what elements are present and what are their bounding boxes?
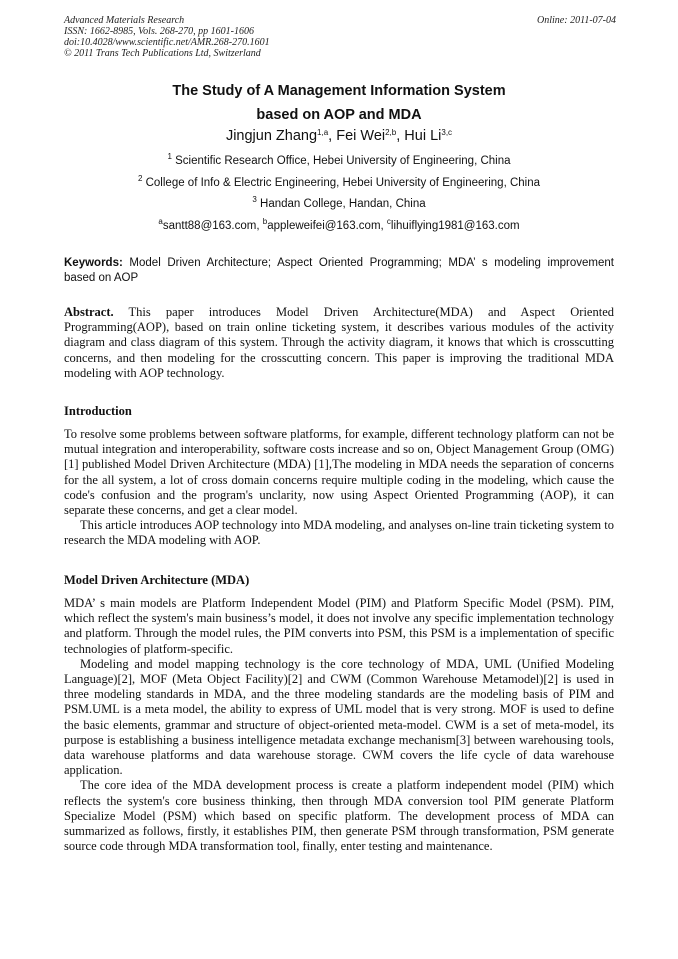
paragraph: This article introduces AOP technology into MDA modeling, and analyses on-line train ticketing system to research the MDA modeling with AOP.	[64, 518, 614, 548]
affiliation-text: Scientific Research Office, Hebei University of Engineering, China	[175, 155, 511, 167]
abstract	[64, 305, 614, 381]
affiliation-mark: 1	[167, 152, 172, 161]
paper-title-line-2: based on AOP and MDA	[256, 107, 422, 123]
author-name: Hui Li	[404, 128, 442, 144]
journal-name: Advanced Materials Research	[64, 15, 185, 26]
paragraph: MDA’ s main models are Platform Independent Model (PIM) and Platform Specific Model (PSM). PIM, which reflect the system's main business’s model, it does not involve any specific implementation technology and platform. Through the model rules, the PIM converts into PSM, this PSM is a implementation of specific technologies of platform-specific.	[64, 596, 614, 656]
author-list	[64, 128, 614, 144]
keywords-text: Model Driven Architecture; Aspect Oriented Programming; MDA’ s modeling improvement based on AOP	[64, 257, 614, 284]
email-address: santt88@163.com	[162, 220, 257, 232]
affiliation	[64, 195, 614, 210]
section-introduction	[64, 427, 614, 549]
journal-issn: ISSN: 1662-8985, Vols. 268-270, pp 1601-1606	[64, 26, 254, 37]
email-address: appleweifei@163.com	[267, 220, 381, 232]
author-affiliation-mark: 1,a	[317, 128, 329, 137]
abstract-label: Abstract.	[64, 305, 114, 319]
paper-title-line-1: The Study of A Management Information System	[172, 83, 506, 99]
author-affiliation-mark: 3,c	[441, 128, 453, 137]
author-name: Fei Wei	[336, 128, 386, 144]
affiliation-text: Handan College, Handan, China	[260, 198, 426, 210]
section-heading-mda: Model Driven Architecture (MDA)	[64, 573, 250, 587]
affiliation-mark: 3	[252, 195, 257, 204]
keywords	[64, 256, 614, 286]
section-heading-introduction: Introduction	[64, 404, 132, 418]
journal-header	[64, 15, 616, 59]
keywords-label: Keywords:	[64, 257, 123, 269]
affiliation-mark: 2	[137, 174, 143, 183]
abstract-text: This paper introduces Model Driven Architecture(MDA) and Aspect Oriented Programming(AOP), based on train online ticketing system, it describes various modules of the activity diagram and class diagram of this system. Through the activity diagram, it knows that which is crosscutting concerns, and then modeling for the crosscutting concern. This paper is improving the traditional MDA modeling with AOP technology.	[64, 305, 614, 380]
email-list	[64, 217, 614, 232]
journal-copyright: © 2011 Trans Tech Publications Ltd, Switzerland	[64, 48, 261, 59]
affiliation-text: College of Info & Electric Engineering, Hebei University of Engineering, China	[145, 177, 541, 189]
email-mark: c	[386, 217, 391, 226]
affiliation	[64, 152, 614, 167]
paragraph: The core idea of the MDA development process is create a platform independent model (PIM) which reflects the system's core business thinking, then through MDA conversion tool PIM generate Platform Specialize Model (PSM) which based on specific platform. The development process of MDA can summarized as follows, firstly, it establishes PIM, then generate PSM through transformation, PSM generate source code through MDA transformation tool, finally, enter testing and maintenance.	[64, 778, 614, 854]
paragraph: To resolve some problems between software platforms, for example, different technology platform can not be mutual integration and interoperability, software costs increase and so on, Object Management Group (OMG)[1] published Model Driven Architecture (MDA) [1],The modeling in MDA needs the separation of concerns for the all system, a lot of cross domain concerns require multiple coding in the modeling, which cause the code's confusion and the program's unclarity, now using Aspect Oriented Programming (AOP), it can separate these concerns, and get a clear model.	[64, 427, 614, 518]
email-separator: ,	[380, 220, 387, 232]
email-mark: a	[158, 217, 163, 226]
email-separator: ,	[256, 220, 263, 232]
email-address: lihuiflying1981@163.com	[390, 220, 520, 232]
affiliation	[64, 174, 614, 189]
paragraph: Modeling and model mapping technology is the core technology of MDA, UML (Unified Modeling Language)[2], MOF (Meta Object Facility)[2] and CWM (Common Warehouse Metamodel)[2] is used in three modeling standards in MDA, and the three modeling standards are the modeling basis of PIM and PSM.UML is a meta model, the ability to express of UML model that is very strong. MOF is used to define the basic elements, grammar and structure of object-oriented meta-model. CWM is a set of meta-model, its purpose is establishing a business intelligence metadata exchange mechanism[3] between warehousing tools, data warehouse platforms and data warehouse storage. CWM covers the life cycle of data warehouse application.	[64, 656, 614, 778]
author-name: Jingjun Zhang	[225, 128, 318, 144]
online-date: Online: 2011-07-04	[537, 15, 616, 26]
author-separator: ,	[396, 128, 405, 144]
section-mda	[64, 596, 614, 854]
journal-doi: doi:10.4028/www.scientific.net/AMR.268-270.1601	[64, 37, 270, 48]
author-affiliation-mark: 2,b	[385, 128, 397, 137]
email-mark: b	[262, 217, 268, 226]
author-separator: ,	[328, 128, 337, 144]
